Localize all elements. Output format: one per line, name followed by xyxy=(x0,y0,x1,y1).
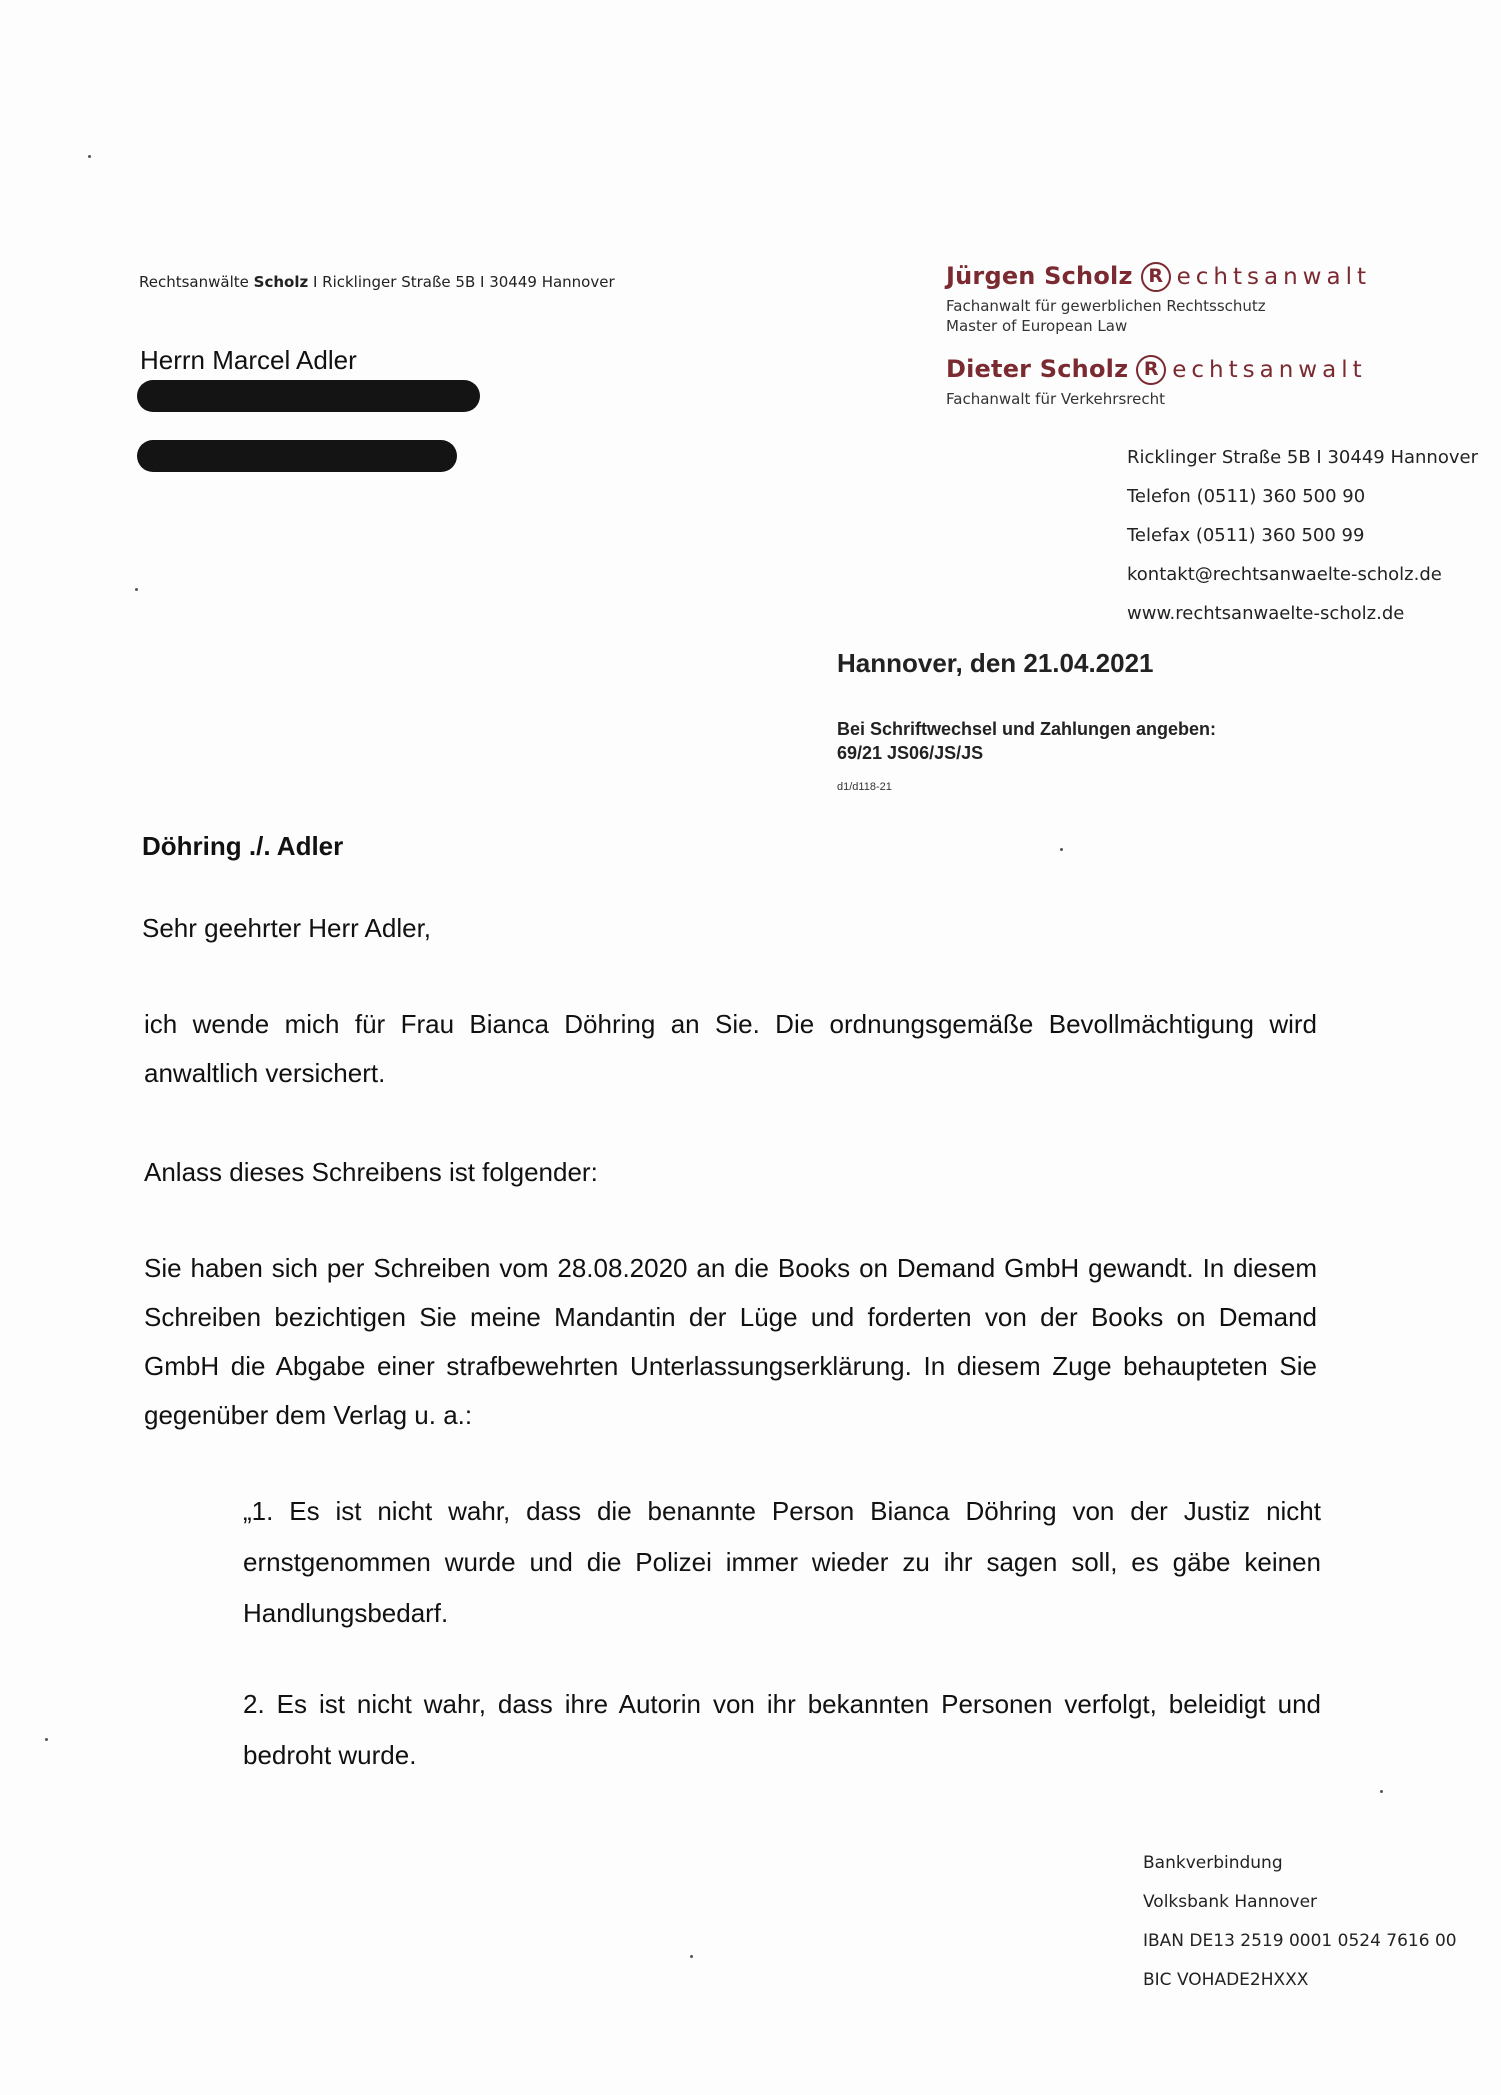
contact-block xyxy=(1127,438,1478,633)
lawyer-qualification: Fachanwalt für Verkehrsrecht xyxy=(946,390,1165,408)
scan-speck xyxy=(1060,848,1063,851)
letter-date: Hannover, den 21.04.2021 xyxy=(837,648,1154,678)
reference-label: Bei Schriftwechsel und Zahlungen angeben: xyxy=(837,719,1217,739)
quoted-claim: „1. Es ist nicht wahr, dass die benannte Person Bianca Döhring von der Justiz nicht ernstgenommen wurde und die Polizei immer wieder zu ihr sagen soll, es gäbe keinen Handlungsbedarf. xyxy=(243,1496,1321,1628)
sender-brand: Scholz xyxy=(253,273,309,291)
bank-name: Volksbank Hannover xyxy=(1143,1892,1318,1912)
bank-details xyxy=(1143,1844,1457,2000)
bank-label: Bankverbindung xyxy=(1143,1853,1283,1873)
sender-rest: I Ricklinger Straße 5B I 30449 Hannover xyxy=(308,273,615,291)
lawyer-block-2 xyxy=(946,355,1367,409)
redacted-address-line-2 xyxy=(137,440,457,472)
contact-fax: Telefax (0511) 360 500 99 xyxy=(1127,525,1365,546)
scan-speck xyxy=(1380,1790,1383,1793)
body-paragraph: Sie haben sich per Schreiben vom 28.08.2020 an die Books on Demand GmbH gewandt. In diesem Schreiben bezichtigen Sie meine Mandantin der Lüge und forderten von der Books on Demand GmbH die Abgabe einer strafbewehrten Unterlassungserklärung. In diesem Zuge behaupteten Sie gegenüber dem Verlag u. a.: xyxy=(144,1253,1317,1430)
dictation-code: d1/d118-21 xyxy=(837,781,892,793)
sender-return-address xyxy=(139,273,615,291)
lawyer-name: Jürgen Scholz xyxy=(946,262,1133,290)
lawyer-block-1 xyxy=(946,262,1371,336)
reference-number: 69/21 JS06/JS/JS xyxy=(837,743,984,763)
sender-prefix: Rechtsanwälte xyxy=(139,273,254,291)
body-paragraph: Anlass dieses Schreibens ist folgender: xyxy=(144,1157,598,1187)
registered-r-icon: R xyxy=(1141,262,1171,292)
lawyer-name: Dieter Scholz xyxy=(946,355,1129,383)
contact-email: kontakt@rechtsanwaelte-scholz.de xyxy=(1127,564,1442,585)
contact-address: Ricklinger Straße 5B I 30449 Hannover xyxy=(1127,447,1478,468)
recipient-name: Herrn Marcel Adler xyxy=(140,345,357,375)
contact-phone: Telefon (0511) 360 500 90 xyxy=(1127,486,1366,507)
scan-speck xyxy=(45,1738,48,1741)
reference-block xyxy=(837,717,1216,765)
lawyer-title: echtsanwalt xyxy=(1176,264,1371,290)
salutation: Sehr geehrter Herr Adler, xyxy=(142,913,432,943)
redacted-address-line-1 xyxy=(137,380,480,412)
lawyer-title: echtsanwalt xyxy=(1172,357,1367,383)
lawyer-qualification: Master of European Law xyxy=(946,317,1128,335)
bank-iban: IBAN DE13 2519 0001 0524 7616 00 xyxy=(1143,1931,1457,1951)
quoted-claim: 2. Es ist nicht wahr, dass ihre Autorin von ihr bekannten Personen verfolgt, beleidigt und bedroht wurde. xyxy=(243,1689,1321,1770)
letter-subject: Döhring ./. Adler xyxy=(142,831,344,861)
body-paragraph: ich wende mich für Frau Bianca Döhring an Sie. Die ordnungsgemäße Bevollmächtigung wird anwaltlich versichert. xyxy=(144,1009,1317,1088)
scan-speck xyxy=(690,1955,693,1958)
scan-speck xyxy=(88,155,91,158)
registered-r-icon: R xyxy=(1136,355,1166,385)
lawyer-qualification: Fachanwalt für gewerblichen Rechtsschutz xyxy=(946,297,1266,315)
contact-website: www.rechtsanwaelte-scholz.de xyxy=(1127,603,1405,624)
scan-speck xyxy=(135,588,138,591)
bank-bic: BIC VOHADE2HXXX xyxy=(1143,1970,1309,1990)
